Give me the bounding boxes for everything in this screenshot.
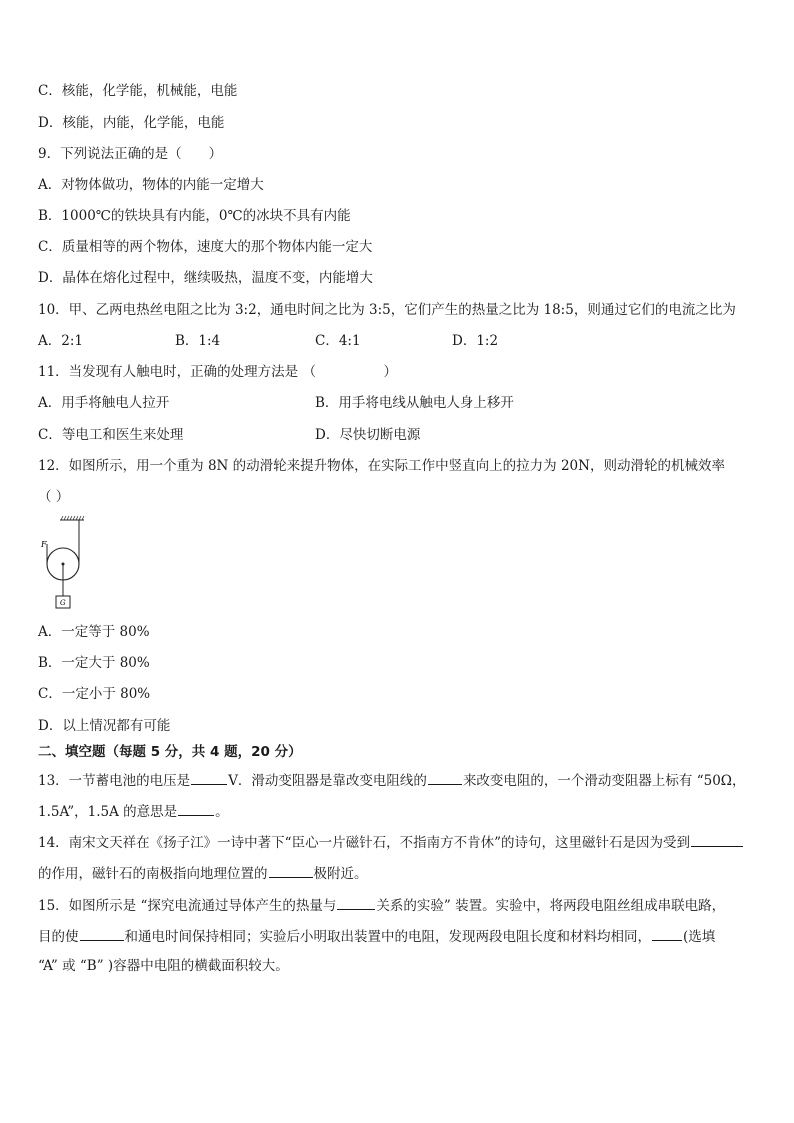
option-c-q10: C．4:1: [315, 333, 361, 349]
question-10: 10．甲、乙两电热丝电阻之比为 3:2，通电时间之比为 3:5，它们产生的热量之比为 18:5，则通过它们的电流之比为: [38, 302, 736, 318]
option-b-q12: B．一定大于 80%: [38, 655, 150, 671]
option-b-q9: B．1000℃的铁块具有内能，0℃的冰块不具有内能: [38, 208, 351, 224]
option-a-q12: A．一定等于 80%: [38, 624, 150, 640]
question-14-line1: [38, 832, 744, 852]
weight-label: G: [60, 599, 66, 607]
q14-blank-1[interactable]: [691, 832, 743, 847]
option-c-q9: C．质量相等的两个物体，速度大的那个物体内能一定大: [38, 239, 373, 255]
q14-text-2: 的作用，磁针石的南极指向地理位置的: [38, 866, 268, 882]
question-13-line2: [38, 801, 229, 821]
question-12: 12．如图所示，用一个重为 8N 的动滑轮来提升物体，在实际工作中竖直向上的拉力为 20N，则动滑轮的机械效率: [38, 458, 725, 474]
q13-text-2: V．滑动变阻器是靠改变电阻线的: [228, 773, 427, 789]
force-label: F: [41, 540, 47, 549]
q13-blank-2[interactable]: [428, 770, 462, 785]
q15-text-1: 15．如图所示是 “探究电流通过导体产生的热量与: [38, 898, 337, 914]
question-12-paren: （ ）: [38, 489, 70, 505]
q14-text-1: 14．南宋文天祥在《扬子江》一诗中著下“臣心一片磁针石，不指南方不肯休”的诗句，这里磁针石是因为受到: [38, 835, 690, 851]
ceiling-hatch: [61, 516, 84, 520]
question-9: 9．下列说法正确的是（ ）: [38, 146, 223, 162]
option-b-q11: B．用手将电线从触电人身上移开: [315, 395, 514, 411]
q13-blank-3[interactable]: [178, 801, 214, 816]
q15-text-5: (选填: [683, 929, 716, 945]
q14-blank-2[interactable]: [269, 863, 313, 878]
option-a-q11: A．用手将触电人拉开: [38, 395, 170, 411]
q14-text-3: 极附近。: [313, 866, 368, 882]
q15-text-3: 目的使: [38, 929, 79, 945]
option-d-q9: D．晶体在熔化过程中，继续吸热，温度不变，内能增大: [38, 270, 373, 286]
question-13-line1: [38, 770, 746, 790]
option-d-q10: D．1:2: [452, 333, 499, 349]
q15-blank-1[interactable]: [337, 895, 375, 910]
option-a-q9: A．对物体做功，物体的内能一定增大: [38, 177, 264, 193]
pulley-figure: [36, 514, 86, 614]
question-15-line3: “A” 或 “B” )容器中电阻的横截面积较大。: [38, 958, 289, 974]
option-d-q11: D．尽快切断电源: [315, 427, 421, 443]
option-c-q8: C．核能，化学能，机械能，电能: [38, 83, 238, 99]
q13-text-5: 。: [215, 804, 229, 820]
q13-blank-1[interactable]: [191, 770, 227, 785]
section-heading: 二、填空题（每题 5 分，共 4 题，20 分）: [38, 744, 302, 760]
q15-blank-2[interactable]: [80, 926, 124, 941]
q15-text-4: 和通电时间保持相同；实验后小明取出装置中的电阻，发现两段电阻长度和材料均相同，: [124, 929, 651, 945]
q13-text-1: 13．一节蓄电池的电压是: [38, 773, 191, 789]
option-c-q11: C．等电工和医生来处理: [38, 427, 184, 443]
question-15-line1: [38, 895, 725, 915]
question-14-line2: [38, 863, 368, 883]
option-c-q12: C．一定小于 80%: [38, 686, 151, 702]
option-d-q8: D．核能，内能，化学能，电能: [38, 115, 225, 131]
q15-blank-3[interactable]: [652, 926, 682, 941]
option-a-q10: A．2:1: [38, 333, 83, 349]
question-15-line2: [38, 926, 715, 946]
q13-text-3: 来改变电阻的，一个滑动变阻器上标有 “50Ω，: [462, 773, 746, 789]
q13-text-4: 1.5A”，1.5A 的意思是: [38, 804, 178, 820]
option-d-q12: D．以上情况都有可能: [38, 718, 171, 734]
q15-text-2: 关系的实验” 装置。实验中，将两段电阻丝组成串联电路，: [376, 898, 726, 914]
question-11: 11．当发现有人触电时，正确的处理方法是 （ ）: [38, 364, 397, 380]
option-b-q10: B．1:4: [175, 333, 221, 349]
